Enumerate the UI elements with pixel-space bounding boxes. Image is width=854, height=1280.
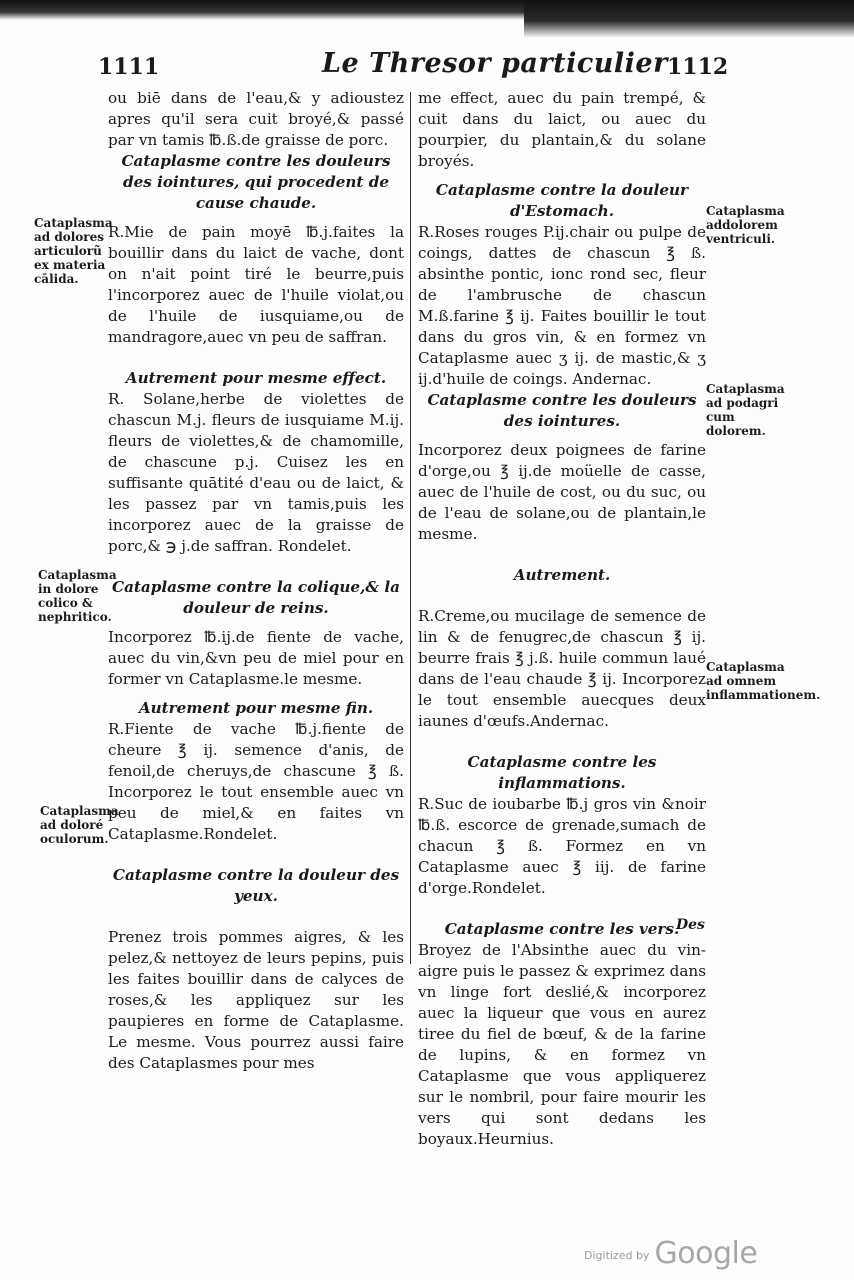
margin-note-right: Cataplasma ad omnem inflammationem. — [706, 660, 821, 702]
paragraph: Broyez de l'Absinthe auec du vin-aigre puis le passez & exprimez dans vn linge fort deslié,& incorporez auec la liqueur que vous en aurez tiree du fiel de bœuf, & de la farine de lupins, & en formez vn Cataplasme que vous appliquerez sur le nombril, pour faire mourir les vers qui sont dedans les boyaux.Heurnius. — [418, 941, 706, 1148]
paragraph: R.Suc de ioubarbe ℔.j gros vin &noir ℔.ß. escorce de grenade,sumach de chacun ℥ ß. Formez en vn Cataplasme auec ℥ iij. de farine d'orge.Rondelet. — [418, 795, 706, 897]
margin-note-left: Cataplasma ad doloré oculorum. — [40, 804, 119, 846]
paragraph: R.Fiente de vache ℔.j.fiente de cheure ℥ ij. semence d'anis, de fenoil,de cheruys,de chascune ℥ ß. Incorporez le tout ensemble auec vn peu de miel,& en faites vn Cataplasme.Rondelet. — [108, 720, 404, 843]
catchword: Des — [676, 917, 705, 933]
section-heading: Cataplasme contre la colique,& la douleur de reins. — [111, 578, 400, 617]
section-heading: Cataplasme contre les inflammations. — [467, 753, 657, 792]
paragraph: R.Creme,ou mucilage de semence de lin & de fenugrec,de chascun ℥ ij. beurre frais ℥ j.ß. huile commun laué dans de l'eau chaude ℥ ij. Incorporez le tout ensemble auecques deux iaunes d'œufs.Andernac. — [418, 607, 706, 730]
scan-edge-shadow-right — [524, 0, 854, 38]
section-heading: Cataplasme contre la douleur d'Estomach. — [435, 181, 689, 220]
column-rule — [410, 92, 411, 964]
watermark-brand: Google — [654, 1236, 758, 1271]
paragraph: Incorporez ℔.ij.de fiente de vache, auec du vin,&vn peu de miel pour en former vn Cataplasme.le mesme. — [108, 628, 404, 688]
page-header — [0, 48, 854, 82]
section-heading: Autrement pour mesme fin. — [138, 699, 374, 717]
margin-note-left: Cataplasma in dolore colico & nephritico. — [38, 568, 117, 624]
digitized-watermark — [584, 1236, 757, 1271]
paragraph: Incorporez deux poignees de farine d'orge,ou ℥ ij.de moüelle de casse, auec de l'huile de cost, ou du suc, ou de l'eau de solane,ou de plantain,le mesme. — [418, 441, 706, 543]
right-page-number: 1112 — [667, 54, 729, 80]
paragraph: R. Solane,herbe de violettes de chascun M.j. fleurs de iusquiame M.ij. fleurs de violettes,& de chamomille, de chascune p.j. Cuisez les en suffisante quātité d'eau ou de laict, & les passez par vn tamis,puis les incorporez auec de la graisse de porc,& ℈ j.de saffran. Rondelet. — [108, 390, 404, 555]
section-heading: Cataplasme contre les vers. — [444, 920, 680, 938]
watermark-prefix: Digitized by — [584, 1249, 650, 1262]
section-heading: Cataplasme contre les douleurs des iointures, qui procedent de cause chaude. — [121, 152, 391, 212]
section-heading: Autrement. — [513, 566, 611, 584]
paragraph: ou biē dans de l'eau,& y adioustez apres qu'il sera cuit broyé,& passé par vn tamis ℔.ß.de graisse de porc. — [108, 89, 404, 149]
left-page-number: 1111 — [98, 54, 160, 80]
section-heading: Cataplasme contre la douleur des yeux. — [112, 866, 400, 905]
right-column — [418, 88, 706, 1150]
margin-note-right: Cataplasma addolorem ventriculi. — [706, 204, 785, 246]
margin-note-right: Cataplasma ad podagri cum dolorem. — [706, 382, 785, 438]
paragraph: R.Mie de pain moyē ℔.j.faites la bouillir dans du laict de vache, dont on n'ait point tiré le beurre,puis l'incorporez auec de l'huile violat,ou de l'huile de iusquiame,ou de mandragore,auec vn peu de saffran. — [108, 223, 404, 346]
running-title: Le Thresor particulier — [322, 48, 668, 79]
section-heading: Cataplasme contre les douleurs des iointures. — [427, 391, 697, 430]
paragraph: R.Roses rouges P.ij.chair ou pulpe de coings, dattes de chascun ℥ ß. absinthe pontic, ionc rond sec, fleur de l'ambrusche de chascun M.ß.farine ℥ ij. Faites bouillir le tout dans du gros vin, & en formez vn Cataplasme auec ʒ ij. de mastic,& ʒ ij.d'huile de coings. Andernac. — [418, 223, 706, 388]
section-heading: Autrement pour mesme effect. — [125, 369, 387, 387]
paragraph: me effect, auec du pain trempé, & cuit dans du laict, ou auec du pourpier, du plantain,& du solane broyés. — [418, 89, 706, 170]
left-column — [108, 88, 404, 1074]
paragraph: Prenez trois pommes aigres, & les pelez,& nettoyez de leurs pepins, puis les faites bouillir dans de calyces de roses,& les appliquez sur les paupieres en forme de Cataplasme. Le mesme. Vous pourrez aussi faire des Cataplasmes pour mes — [108, 928, 404, 1072]
margin-note-left: Cataplasma ad dolores articulorũ ex materia cālida. — [34, 216, 113, 286]
